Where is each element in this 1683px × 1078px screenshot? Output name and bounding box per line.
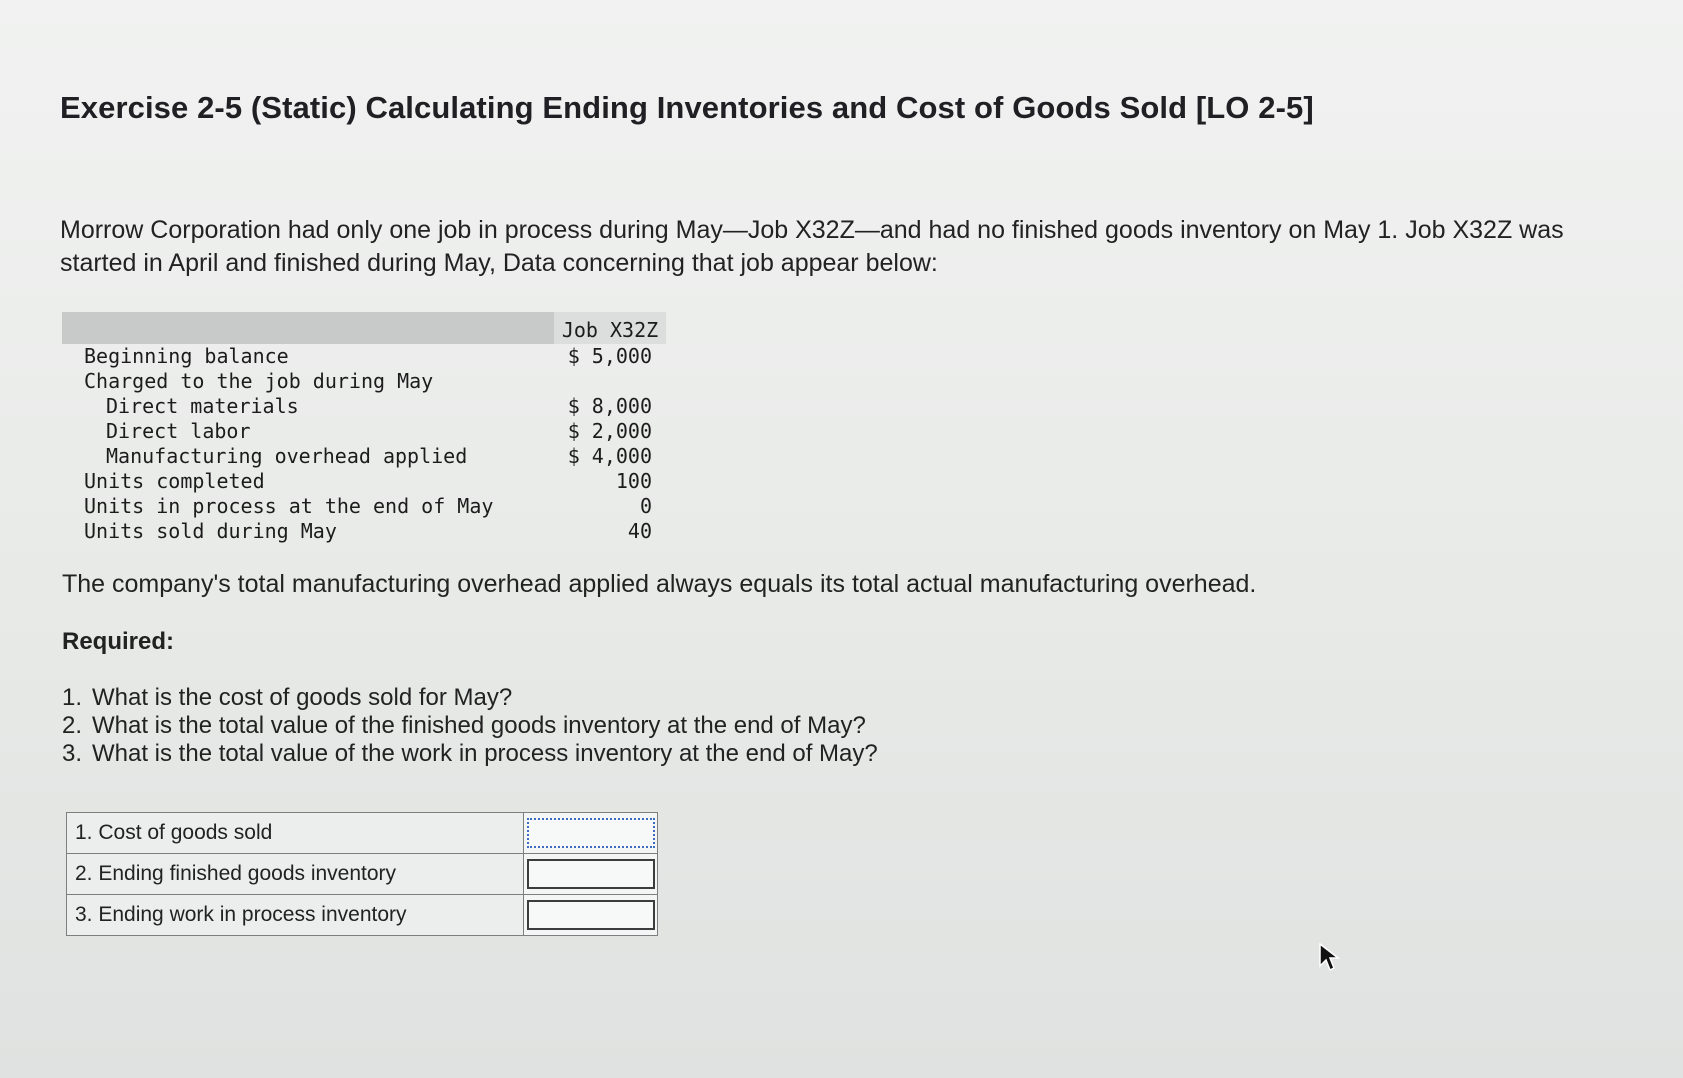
answer-row-ending-work-in-process	[67, 895, 658, 936]
row-value: 40	[627, 519, 652, 543]
job-table-row	[62, 494, 666, 519]
answer-cell	[524, 813, 658, 854]
ending-work-in-process-input[interactable]	[527, 900, 655, 930]
row-label: Direct materials	[106, 394, 299, 418]
row-label: Manufacturing overhead applied	[106, 444, 468, 468]
intro-paragraph	[60, 214, 1620, 280]
answer-label: 3. Ending work in process inventory	[67, 895, 524, 936]
cost-of-goods-sold-input[interactable]	[527, 818, 655, 848]
row-label: Units completed	[84, 469, 265, 493]
question-item	[62, 740, 878, 768]
job-table-row	[62, 394, 666, 419]
row-value: 0	[639, 494, 652, 518]
question-text: What is the cost of goods sold for May?	[92, 684, 513, 711]
job-table-row	[62, 419, 666, 444]
answer-cell	[524, 895, 658, 936]
answer-label: 2. Ending finished goods inventory	[67, 854, 524, 895]
intro-text: Morrow Corporation had only one job in process during May—Job X32Z—and had no finished goods inventory on May 1. Job X32Z was started in April and finished during May, Data concerning that job appear below:	[60, 216, 1564, 277]
row-label: Units in process at the end of May	[84, 494, 494, 518]
row-label: Charged to the job during May	[84, 369, 434, 393]
job-table-row	[62, 469, 666, 494]
row-value: 100	[615, 469, 652, 493]
overhead-statement: The company's total manufacturing overhead applied always equals its total actual manufacturing overhead.	[62, 570, 1257, 598]
job-table-row	[62, 344, 666, 369]
question-list	[62, 684, 878, 768]
job-table-header	[62, 312, 666, 344]
job-data-table	[62, 312, 666, 544]
answer-row-cost-of-goods-sold	[67, 813, 658, 854]
question-number: 1.	[62, 684, 83, 711]
row-value: $ 8,000	[567, 394, 652, 418]
row-label: Beginning balance	[84, 344, 289, 368]
mouse-pointer-icon	[1318, 942, 1344, 972]
row-label: Units sold during May	[84, 519, 337, 543]
ending-finished-goods-input[interactable]	[527, 859, 655, 889]
row-label: Direct labor	[106, 419, 251, 443]
question-text: What is the total value of the finished goods inventory at the end of May?	[92, 712, 866, 739]
job-table-row	[62, 519, 666, 544]
question-item	[62, 712, 878, 740]
answer-label: 1. Cost of goods sold	[67, 813, 524, 854]
job-table-row	[62, 444, 666, 469]
required-heading: Required:	[62, 628, 175, 655]
question-item	[62, 684, 878, 712]
exercise-title: Exercise 2-5 (Static) Calculating Ending Inventories and Cost of Goods Sold [LO 2-5]	[60, 90, 1314, 125]
answer-cell	[524, 854, 658, 895]
answer-row-ending-finished-goods	[67, 854, 658, 895]
row-value: $ 2,000	[567, 419, 652, 443]
question-number: 3.	[62, 740, 83, 767]
job-table-row	[62, 369, 666, 394]
question-text: What is the total value of the work in process inventory at the end of May?	[92, 740, 878, 767]
row-value: $ 5,000	[567, 344, 652, 368]
row-value: $ 4,000	[567, 444, 652, 468]
answer-table	[66, 812, 658, 936]
question-number: 2.	[62, 712, 83, 739]
job-column-header: Job X32Z	[554, 312, 666, 344]
